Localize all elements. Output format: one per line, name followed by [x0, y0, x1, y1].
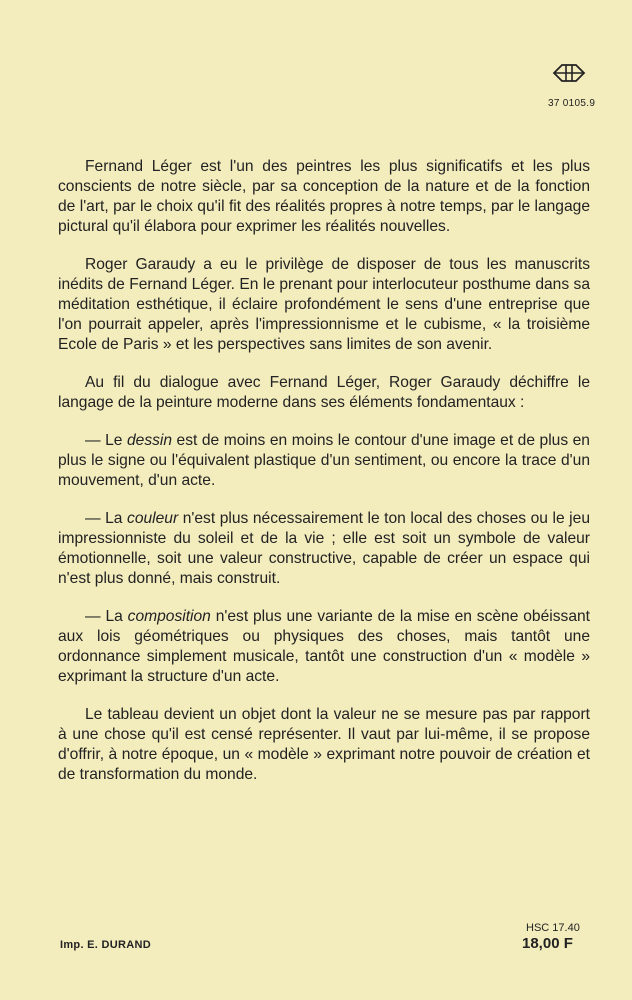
composition-lead: — La [85, 608, 128, 625]
composition-text: n'est plus une variante de la mise en scène obéissant aux lois géométriques ou physiques des choses, mais tantôt une ordonnance simplement musicale, tantôt une construction d'un « modèle » exprimant la structure d'un acte. [58, 608, 590, 685]
paragraph-dessin [58, 431, 590, 491]
catalog-code: 37 0105.9 [548, 98, 596, 109]
blurb-text [58, 157, 590, 785]
composition-term: composition [127, 608, 211, 625]
dessin-text: est de moins en moins le contour d'une image et de plus en plus le signe ou l'équivalent plastique d'un sentiment, ou encore la trace d'un mouvement, d'un acte. [58, 432, 590, 489]
price-label: 18,00 F [522, 935, 573, 952]
couleur-term: couleur [127, 510, 179, 527]
paragraph-dialogue: Au fil du dialogue avec Fernand Léger, Roger Garaudy déchiffre le langage de la peinture moderne dans ses éléments fondamentaux : [58, 374, 590, 411]
couleur-text: n'est plus nécessairement le ton local des choses ou le jeu impressionniste du soleil et de la vie ; elle est soit un symbole de valeur émotionnelle, soit une valeur constructive, capable de créer un espace qui n'est plus donné, mais construit. [58, 510, 590, 587]
dessin-lead: — Le [85, 432, 127, 449]
paragraph-conclusion: Le tableau devient un objet dont la valeur ne se mesure pas par rapport à une chose qu'il est censé représenter. Il vaut par lui-même, il se propose d'offrir, à notre époque, un « modèle » exprimant notre pouvoir de création et de transformation du monde. [58, 706, 590, 783]
publisher-emblem-icon [552, 62, 586, 84]
paragraph-composition [58, 607, 590, 687]
paragraph-garaudy: Roger Garaudy a eu le privilège de disposer de tous les manuscrits inédits de Fernand Léger. En le prenant pour interlocuteur posthume dans sa méditation esthétique, il éclaire profondément le sens d'une entreprise que l'on pourrait appeler, après l'impressionnisme et le cubisme, « la troisième Ecole de Paris » et les perspectives sans limites de son avenir. [58, 256, 590, 353]
printer-credit: Imp. E. DURAND [60, 939, 151, 951]
paragraph-intro: Fernand Léger est l'un des peintres les plus significatifs et les plus conscients de notre siècle, par sa conception de la nature et de la fonction de l'art, par le choix qu'il fit des réalités propres à notre temps, par le langage pictural qu'il élabora pour exprimer les réalités nouvelles. [58, 158, 590, 235]
couleur-lead: — La [85, 510, 128, 527]
paragraph-couleur [58, 509, 590, 589]
series-reference: HSC 17.40 [526, 922, 580, 934]
dessin-term: dessin [126, 432, 173, 449]
